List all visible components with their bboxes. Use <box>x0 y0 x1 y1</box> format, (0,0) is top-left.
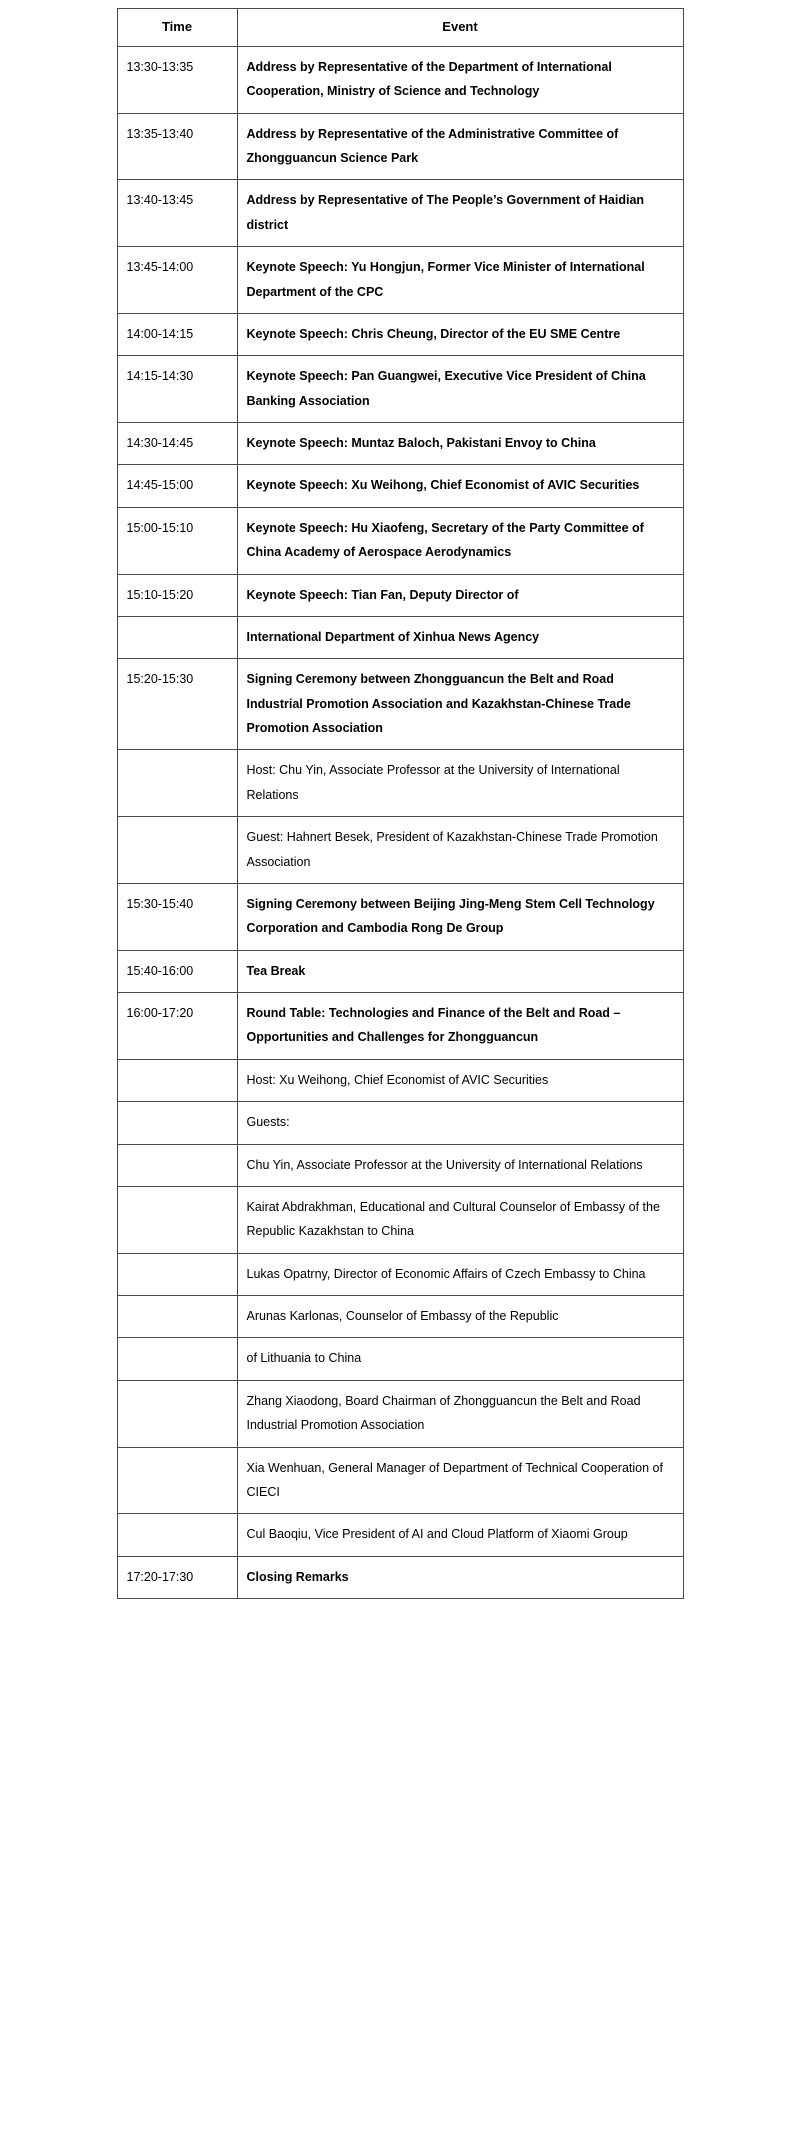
cell-event: Keynote Speech: Xu Weihong, Chief Economist of AVIC Securities <box>237 465 683 507</box>
cell-time <box>117 1514 237 1556</box>
cell-event: Arunas Karlonas, Counselor of Embassy of the Republic <box>237 1296 683 1338</box>
cell-event: Signing Ceremony between Zhongguancun the Belt and Road Industrial Promotion Association and Kazakhstan-Chinese Trade Promotion Association <box>237 659 683 750</box>
cell-event: Zhang Xiaodong, Board Chairman of Zhongguancun the Belt and Road Industrial Promotion Association <box>237 1380 683 1447</box>
cell-time: 17:20-17:30 <box>117 1556 237 1598</box>
cell-time <box>117 1059 237 1101</box>
table-row <box>117 883 683 950</box>
table-row <box>117 1296 683 1338</box>
cell-time: 14:30-14:45 <box>117 423 237 465</box>
cell-time: 14:00-14:15 <box>117 313 237 355</box>
cell-event: Keynote Speech: Tian Fan, Deputy Director of <box>237 574 683 616</box>
cell-time: 15:20-15:30 <box>117 659 237 750</box>
column-header-time: Time <box>117 9 237 47</box>
table-row <box>117 1380 683 1447</box>
cell-event: Address by Representative of the Administrative Committee of Zhongguancun Science Park <box>237 113 683 180</box>
cell-event: Signing Ceremony between Beijing Jing-Meng Stem Cell Technology Corporation and Cambodia Rong De Group <box>237 883 683 950</box>
cell-time <box>117 1253 237 1295</box>
cell-time: 16:00-17:20 <box>117 993 237 1060</box>
table-row <box>117 616 683 658</box>
table-header <box>117 9 683 47</box>
cell-event: Host: Xu Weihong, Chief Economist of AVIC Securities <box>237 1059 683 1101</box>
cell-time: 13:35-13:40 <box>117 113 237 180</box>
cell-time <box>117 1144 237 1186</box>
table-row <box>117 423 683 465</box>
table-row <box>117 180 683 247</box>
cell-time <box>117 1338 237 1380</box>
table-row <box>117 465 683 507</box>
cell-event: Guest: Hahnert Besek, President of Kazakhstan-Chinese Trade Promotion Association <box>237 817 683 884</box>
cell-event: Lukas Opatrny, Director of Economic Affairs of Czech Embassy to China <box>237 1253 683 1295</box>
cell-event: of Lithuania to China <box>237 1338 683 1380</box>
cell-time <box>117 750 237 817</box>
cell-event: Tea Break <box>237 950 683 992</box>
table-header-row <box>117 9 683 47</box>
table-body <box>117 46 683 1598</box>
table-row <box>117 1514 683 1556</box>
table-row <box>117 247 683 314</box>
cell-event: Address by Representative of the Department of International Cooperation, Ministry of Science and Technology <box>237 46 683 113</box>
cell-time <box>117 1186 237 1253</box>
cell-time <box>117 1380 237 1447</box>
table-row <box>117 1059 683 1101</box>
cell-time: 13:30-13:35 <box>117 46 237 113</box>
cell-event: Cul Baoqiu, Vice President of AI and Cloud Platform of Xiaomi Group <box>237 1514 683 1556</box>
cell-event: Round Table: Technologies and Finance of the Belt and Road – Opportunities and Challenges for Zhongguancun <box>237 993 683 1060</box>
table-row <box>117 1253 683 1295</box>
cell-time <box>117 616 237 658</box>
schedule-table <box>117 8 684 1599</box>
table-row <box>117 1447 683 1514</box>
cell-time: 13:40-13:45 <box>117 180 237 247</box>
table-row <box>117 659 683 750</box>
table-row <box>117 1556 683 1598</box>
table-row <box>117 993 683 1060</box>
table-row <box>117 356 683 423</box>
cell-time <box>117 817 237 884</box>
cell-time <box>117 1447 237 1514</box>
cell-event: Kairat Abdrakhman, Educational and Cultural Counselor of Embassy of the Republic Kazakhstan to China <box>237 1186 683 1253</box>
table-row <box>117 1144 683 1186</box>
cell-event: International Department of Xinhua News Agency <box>237 616 683 658</box>
cell-event: Address by Representative of The People’s Government of Haidian district <box>237 180 683 247</box>
cell-event: Keynote Speech: Muntaz Baloch, Pakistani Envoy to China <box>237 423 683 465</box>
cell-time: 13:45-14:00 <box>117 247 237 314</box>
table-row <box>117 750 683 817</box>
table-row <box>117 574 683 616</box>
table-row <box>117 507 683 574</box>
cell-event: Keynote Speech: Hu Xiaofeng, Secretary of the Party Committee of China Academy of Aerospace Aerodynamics <box>237 507 683 574</box>
cell-time: 15:10-15:20 <box>117 574 237 616</box>
cell-time: 14:45-15:00 <box>117 465 237 507</box>
table-row <box>117 113 683 180</box>
table-row <box>117 1102 683 1144</box>
table-row <box>117 46 683 113</box>
cell-event: Keynote Speech: Yu Hongjun, Former Vice Minister of International Department of the CPC <box>237 247 683 314</box>
cell-time: 15:00-15:10 <box>117 507 237 574</box>
table-row <box>117 817 683 884</box>
cell-event: Xia Wenhuan, General Manager of Department of Technical Cooperation of CIECI <box>237 1447 683 1514</box>
cell-event: Guests: <box>237 1102 683 1144</box>
cell-time <box>117 1102 237 1144</box>
cell-event: Chu Yin, Associate Professor at the University of International Relations <box>237 1144 683 1186</box>
cell-event: Closing Remarks <box>237 1556 683 1598</box>
cell-event: Keynote Speech: Chris Cheung, Director of the EU SME Centre <box>237 313 683 355</box>
cell-event: Keynote Speech: Pan Guangwei, Executive Vice President of China Banking Association <box>237 356 683 423</box>
cell-time: 15:30-15:40 <box>117 883 237 950</box>
cell-time: 15:40-16:00 <box>117 950 237 992</box>
table-row <box>117 313 683 355</box>
table-row <box>117 1186 683 1253</box>
table-row <box>117 950 683 992</box>
cell-event: Host: Chu Yin, Associate Professor at the University of International Relations <box>237 750 683 817</box>
cell-time: 14:15-14:30 <box>117 356 237 423</box>
table-row <box>117 1338 683 1380</box>
column-header-event: Event <box>237 9 683 47</box>
cell-time <box>117 1296 237 1338</box>
